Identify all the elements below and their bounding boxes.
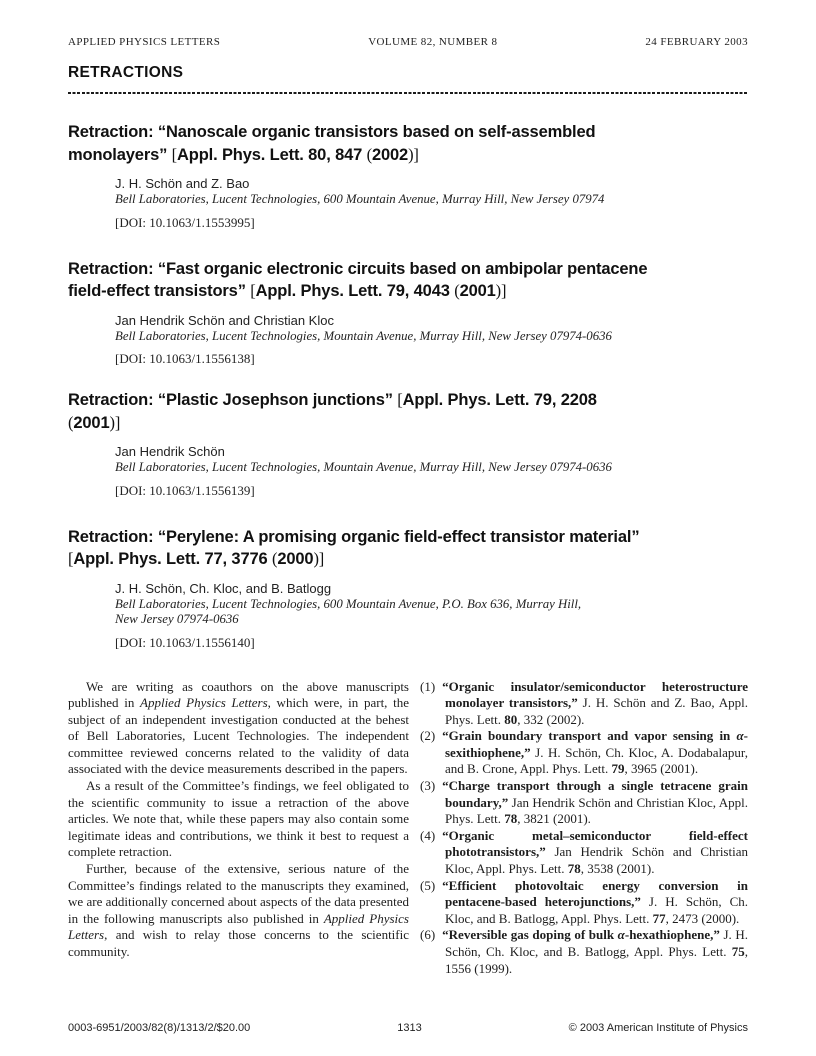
reference-text: “Efficient photovoltaic energy conversion in pentacene-based heterojunctions,” J. H. Schön, Ch. Kloc, and B. Batlogg, Appl. Phys. Lett. 77, 2473 (2000). [442, 877, 748, 926]
reference-item-4 [420, 828, 748, 878]
body-paragraph-1: We are writing as coauthors on the above manuscripts published in Applied Physics Letters, which were, in part, the subject of an independent investigation conducted at the behest of Bell Laboratories, Lucent Technologies. The independent committee reviewed concerns related to the validity of data associated with the device measurements described in the papers. [68, 678, 409, 777]
affiliation-text-2: New Jersey 07974-0636 [115, 612, 239, 626]
affiliation-text: Bell Laboratories, Lucent Technologies, Mountain Avenue, Murray Hill, New Jersey 07974-0636 [115, 460, 612, 474]
retraction-title-4: Retraction: “Perylene: A promising organic field-effect transistor material” [Appl. Phys. Lett. 77, 3776 (2000)] [68, 527, 640, 568]
retraction-article-2 [68, 259, 748, 368]
doi-line-4: [DOI: 10.1063/1.1556140] [115, 634, 255, 650]
body-columns [68, 679, 748, 978]
retraction-article-4 [68, 527, 748, 651]
retraction-title-3: Retraction: “Plastic Josephson junctions” [Appl. Phys. Lett. 79, 2208 (2001)] [68, 390, 597, 432]
copyright-notice: © 2003 American Institute of Physics [568, 1022, 748, 1034]
section-title: RETRACTIONS [68, 64, 184, 81]
running-head [68, 36, 748, 48]
retraction-article-3 [68, 389, 748, 499]
reference-text: “Organic insulator/semiconductor heterostructure monolayer transistors,” J. H. Schön and Z. Bao, Appl. Phys. Lett. 80, 332 (2002). [442, 678, 748, 727]
doi-line-2: [DOI: 10.1063/1.1556138] [115, 351, 255, 366]
author-line-1: J. H. Schön and Z. Bao [115, 176, 250, 191]
affiliation-text: Bell Laboratories, Lucent Technologies, Mountain Avenue, Murray Hill, New Jersey 07974-0636 [115, 328, 612, 343]
page-footer [68, 1022, 748, 1034]
issue-date: 24 FEBRUARY 2003 [645, 36, 748, 48]
affiliation-line-4 [115, 597, 748, 628]
issn-pricing-code: 0003-6951/2003/82(8)/1313/2/$20.00 [68, 1022, 251, 1034]
author-line-2: Jan Hendrik Schön and Christian Kloc [115, 312, 334, 328]
reference-number: (3) [420, 778, 436, 794]
reference-item-2 [420, 728, 748, 778]
affiliation-line-1 [115, 192, 748, 208]
reference-number: (5) [420, 877, 436, 893]
body-paragraph-2: As a result of the Committee’s findings, we feel obligated to the scientific community to issue a retraction of the above articles. We note that, while these papers may also contain some legitimate ideas and contributions, we think it best to request a complete retraction. [68, 778, 409, 860]
doi-line-1: [DOI: 10.1063/1.1553995] [115, 214, 255, 230]
reference-item-6 [420, 927, 748, 977]
reference-number: (1) [420, 678, 436, 694]
author-line-3: Jan Hendrik Schön [115, 444, 225, 459]
reference-item-3 [420, 778, 748, 828]
section-divider-rule [68, 92, 748, 94]
statement-column [68, 679, 409, 978]
reference-text: “Charge transport through a single tetracene grain boundary,” Jan Hendrik Schön and Christian Kloc, Appl. Phys. Lett. 78, 3821 (2001). [442, 778, 748, 827]
retraction-meta-3 [115, 444, 748, 499]
retraction-meta-2 [115, 313, 748, 368]
page-number: 1313 [397, 1022, 422, 1034]
retraction-article-1 [68, 122, 748, 231]
retraction-meta-1 [115, 176, 748, 231]
reference-number: (2) [420, 728, 436, 744]
volume-issue: VOLUME 82, NUMBER 8 [368, 36, 498, 48]
affiliation-text: Bell Laboratories, Lucent Technologies, 600 Mountain Avenue, Murray Hill, New Jersey 07974 [115, 192, 605, 206]
doi-line-3: [DOI: 10.1063/1.1556139] [115, 482, 255, 498]
affiliation-line-2 [115, 329, 748, 345]
affiliation-line-3 [115, 460, 748, 476]
body-paragraph-3: Further, because of the extensive, serious nature of the Committee’s findings related to the manuscripts they examined, we are additionally concerned about aspects of the data presented in the following manuscripts also published in Applied Physics Letters, and wish to relay those concerns to the scientific community. [68, 861, 409, 959]
reference-item-1 [420, 679, 748, 729]
reference-number: (6) [420, 927, 436, 943]
journal-name: APPLIED PHYSICS LETTERS [68, 36, 221, 48]
affiliation-text: Bell Laboratories, Lucent Technologies, 600 Mountain Avenue, P.O. Box 636, Murray Hill, [115, 596, 582, 611]
reference-number: (4) [420, 827, 436, 843]
author-line-4: J. H. Schön, Ch. Kloc, and B. Batlogg [115, 580, 332, 596]
reference-item-5 [420, 878, 748, 928]
reference-text: “Grain boundary transport and vapor sensing in α-sexithiophene,” J. H. Schön, Ch. Kloc, A. Dodabalapur, and B. Crone, Appl. Phys. Lett. 79, 3965 (2001). [442, 728, 748, 777]
reference-text: “Organic metal–semiconductor field-effect phototransistors,” Jan Hendrik Schön and Christian Kloc, Appl. Phys. Lett. 78, 3538 (2001). [442, 827, 748, 877]
retraction-title-2: Retraction: “Fast organic electronic circuits based on ambipolar pentacene field-effect transistors” [Appl. Phys. Lett. 79, 4043 (2001)] [68, 259, 648, 300]
retraction-title-1: Retraction: “Nanoscale organic transistors based on self-assembled monolayers” [Appl. Phys. Lett. 80, 847 (2002)] [68, 123, 596, 164]
retraction-meta-4 [115, 581, 748, 651]
reference-text: “Reversible gas doping of bulk α-hexathiophene,” J. H. Schön, Ch. Kloc, and B. Batlogg, Appl. Phys. Lett. 75, 1556 (1999). [442, 927, 748, 976]
references-column [420, 679, 748, 978]
